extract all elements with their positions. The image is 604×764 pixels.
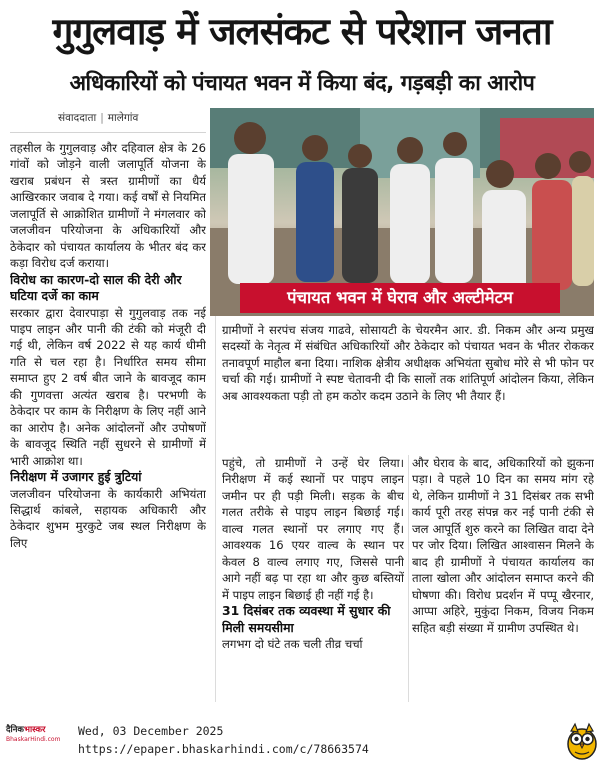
footer-url-link[interactable]: https://epaper.bhaskarhindi.com/c/78663574 [78,742,369,756]
footer [0,718,604,764]
logo-word-1: दैनिक [6,725,24,735]
article-column-2 [222,455,404,700]
subheading: निरीक्षण में उजागर हुई त्रुटियां [10,469,142,485]
byline-rule [10,132,206,133]
paragraph: सरकार द्वारा देवारपाड़ा से गुगुलवाड़ तक नई पाइप लाइन और पानी की टंकी को मंजूरी दी गई थी, लेकिन वर्ष 2022 से यह कार्य धीमी गति से चल रहा है। निर्धारित समय सीमा समाप्त हुए 2 वर्ष बीत जाने के बावजूद काम की गुणवत्ता अत्यंत खराब है। परभणी के ठेकेदार पर काम के निरीक्षण के लिए नहीं आने का आरोप है। अनेक आंदोलनों और उपोषणों के बावजूद स्थिति नहीं सुधरने से ग्रामीणों में भारी आक्रोश था। [10,305,206,468]
article-column-3 [412,455,594,700]
logo-subtext: BhaskarHindi.com [6,736,61,743]
paragraph: लगभग दो घंटे तक चली तीव्र चर्चा [222,636,363,651]
logo-text [6,724,64,735]
headline: गुगुलवाड़ में जलसंकट से परेशान जनता [52,10,552,53]
byline-separator: | [100,112,104,124]
photo-caption-banner: पंचायत भवन में घेराव और अल्टीमेटम [240,283,560,313]
paragraph: तहसील के गुगुलवाड़ और दहिवाल क्षेत्र के 26 गांवों को जोड़ने वाली जलापूर्ति योजना के खराब प्रबंधन से त्रस्त ग्रामीणों का धैर्य आखिरकार जवाब दे गया। कई वर्षों से नियमित जलापूर्ति से आक्रोशित ग्रामीणों ने मंगलवार को जलजीवन परियोजना के अधिकारियों और ठेकेदार को पंचायत कार्यालय के भीतर बंद कर कड़ा विरोध दर्ज कराया। [10,141,206,271]
subheading: 31 दिसंबर तक व्यवस्था में सुधार की मिली समयसीमा [222,603,391,635]
byline [58,110,138,126]
article-column-1 [10,140,206,700]
footer-date: Wed, 03 December 2025 [78,724,224,738]
article-column-wide [222,322,594,434]
subheading: विरोध का कारण-दो साल की देरी और घटिया दर्जे का काम [10,271,182,304]
column-divider [408,455,409,702]
owl-mascot-icon [566,722,598,760]
paragraph: जलजीवन परियोजना के कार्यकारी अभियंता सिद्धार्थ कांबले, सहायक अधिकारी और ठेकेदार शुभम मुरकुटे जब स्थल निरीक्षण के लिए [10,486,206,550]
logo-word-2: भास्कर [23,725,46,735]
paragraph: पहुंचे, तो ग्रामीणों ने उन्हें घेर लिया। निरीक्षण में कई स्थानों पर पाइप लाइन जमीन पर ही पड़ी मिली। सड़क के बीच गलत तरीके से पाइप लाइन बिछाई गई। वाल्व गलत स्थानों पर लगाए गए हैं। आवश्यक 16 एयर वाल्व के स्थान पर केवल 8 वाल्व लगाए गए, जिससे पानी आगे नहीं बढ़ पा रहा था और कुछ बस्तियों में पाइप लाइन बिछाई ही नहीं गई है। [222,456,404,602]
subheadline: अधिकारियों को पंचायत भवन में किया बंद, गड़बड़ी का आरोप [69,71,535,96]
paragraph: ग्रामीणों ने सरपंच संजय गाढवे, सोसायटी के चेयरमैन आर. डी. निकम और अन्य प्रमुख सदस्यों के नेतृत्व में संबंधित अधिकारियों और ठेकेदार को पंचायत भवन के भीतर रोककर तनावपूर्ण माहौल बना दिया। नाशिक क्षेत्रीय अधीक्षक अभियंता सुबोध मोरे से भी फोन पर चर्चा की गई। ग्रामीणों ने स्पष्ट चेतावनी दी कि सालों तक शांतिपूर्ण आंदोलन किया, लेकिन अब आवश्यकता पड़ी तो हम कठोर कदम उठाने के लिए भी तैयार हैं। [222,323,594,403]
byline-location: मालेगांव [107,112,139,124]
byline-reporter: संवाददाता [58,112,97,124]
paragraph: और घेराव के बाद, अधिकारियों को झुकना पड़ा। वे पहले 10 दिन का समय मांग रहे थे, लेकिन ग्रामीणों ने 31 दिसंबर तक सभी कार्य पूरी तरह संपन्न कर नई पानी टंकी से जल आपूर्ति शुरु करने का लिखित वादा देने पर जोर दिया। लिखित आश्वासन मिलने के बाद ही ग्रामीणों ने पंचायत कार्यालय का ताला खोला और आंदोलन समाप्त करने की घोषणा की। विरोध प्रदर्शन में पप्पू खैरनार, आप्पा अहिरे, मुकुंदा निकम, विजय निकम सहित बड़ी संख्या में ग्रामीण उपस्थित थे। [412,456,594,635]
dainik-bhaskar-logo[interactable] [6,724,64,756]
